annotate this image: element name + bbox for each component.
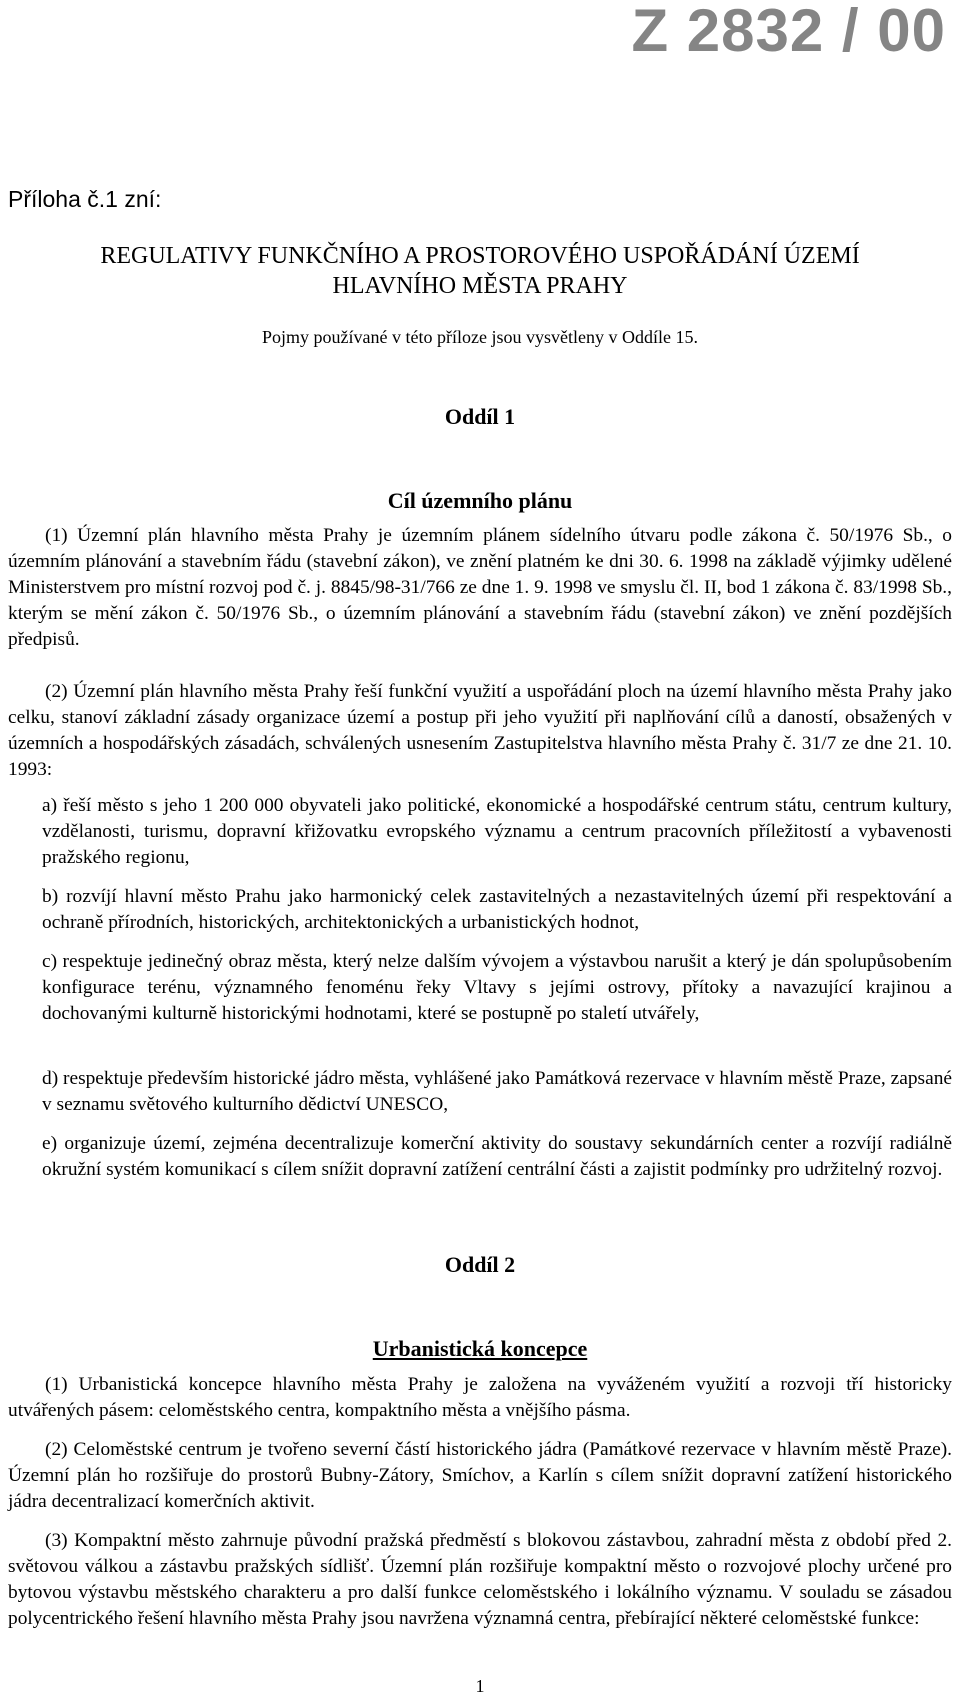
list-item-e: e) organizuje území, zejména decentralizuje komerční aktivity do soustavy sekundárních center a rozvíjí radiálně okružní systém komunikací s cílem snížit dopravní zatížení centrální části a zajistit podmínky pro udržitelný rozvoj. (42, 1133, 952, 1180)
document-title-line-1: REGULATIVY FUNKČNÍHO A PROSTOROVÉHO USPOŘÁDÁNÍ ÚZEMÍ (100, 243, 860, 269)
list-item-a: a) řeší město s jeho 1 200 000 obyvateli jako politické, ekonomické a hospodářské centrum státu, centrum kultury, vzdělanosti, turismu, dopravní křižovatku evropského významu a centrum pracovních příležitostí a vybavenosti pražského regionu, (42, 795, 952, 868)
section-2-heading: Oddíl 2 (444, 1252, 516, 1277)
section-2-paragraph-1: (1) Urbanistická koncepce hlavního města Prahy je založena na vyváženém využití a rozvoji tří historicky utvářených pásem: celoměstského centra, kompaktního města a vnějšího pásma. (8, 1374, 952, 1421)
list-item-d: d) respektuje především historické jádro města, vyhlášené jako Památková rezervace v hlavním městě Praze, zapsané v seznamu světového kulturního dědictví UNESCO, (42, 1068, 952, 1115)
section-1-subheading: Cíl územního plánu (387, 488, 573, 513)
page-number: 1 (475, 1676, 485, 1696)
section-1-heading: Oddíl 1 (444, 404, 516, 429)
section-1-paragraph-1: (1) Územní plán hlavního města Prahy je územním plánem sídelního útvaru podle zákona č. 50/1976 Sb., o územním plánování a stavebním řádu (stavební zákon), ve znění platném ke dni 30. 6. 1998 na základě výjimky udělené Ministerstvem pro místní rozvoj pod č. j. 8845/98-31/766 ze dne 1. 9. 1998 ve smyslu čl. II, bod 1 zákona č. 83/1998 Sb., kterým se mění zákon č. 50/1976 Sb., o územním plánování a stavebním řádu (stavební zákon) ve znění pozdějších předpisů. (8, 525, 952, 650)
section-2-paragraph-3: (3) Kompaktní město zahrnuje původní pražská předměstí s blokovou zástavbou, zahradní města z období před 2. světovou válkou a zástavbu pražských sídlišť. Územní plán rozšiřuje kompaktní město o rozvojové plochy určené pro bytovou výstavbu městského charakteru a pro další funkce celoměstského i lokálního významu. V souladu se zásadou polycentrického řešení hlavního města Prahy jsou navržena významná centra, přebírající některé celoměstské funkce: (8, 1530, 952, 1629)
list-item-c: c) respektuje jedinečný obraz města, který nelze dalším vývojem a výstavbou narušit a který je dán spolupůsobením konfigurace terénu, významného fenoménu řeky Vltavy s jejími ostrovy, přítoky a navazující krajinou a dochovanými kulturně historickými hodnotami, které se postupně po staletí utvářely, (42, 951, 952, 1024)
annex-label: Příloha č.1 zní: (8, 186, 162, 212)
intro-note: Pojmy používané v této příloze jsou vysvětleny v Oddíle 15. (262, 327, 698, 347)
document-number: Z 2832 / 00 (631, 0, 946, 64)
document-title-line-2: HLAVNÍHO MĚSTA PRAHY (332, 273, 628, 299)
section-2-subheading: Urbanistická koncepce (372, 1336, 588, 1361)
section-2-paragraph-2: (2) Celoměstské centrum je tvořeno severní částí historického jádra (Památkové rezervace v hlavním městě Praze). Územní plán ho rozšiřuje do prostorů Bubny-Zátory, Smíchov, a Karlín s cílem snížit dopravní zatížení historického jádra decentralizací komerčních aktivit. (8, 1439, 952, 1512)
list-item-b: b) rozvíjí hlavní město Prahu jako harmonický celek zastavitelných a nezastavitelných území při respektování a ochraně přírodních, historických, architektonických a urbanistických hodnot, (42, 886, 952, 933)
section-1-paragraph-2: (2) Územní plán hlavního města Prahy řeší funkční využití a uspořádání ploch na území hlavního města Prahy jako celku, stanoví základní zásady organizace území a postup při jeho využití při naplňování cílů a daností, obsažených v územních a hospodářských zásadách, schválených usnesením Zastupitelstva hlavního města Prahy č. 31/7 ze dne 21. 10. 1993: (8, 681, 952, 780)
